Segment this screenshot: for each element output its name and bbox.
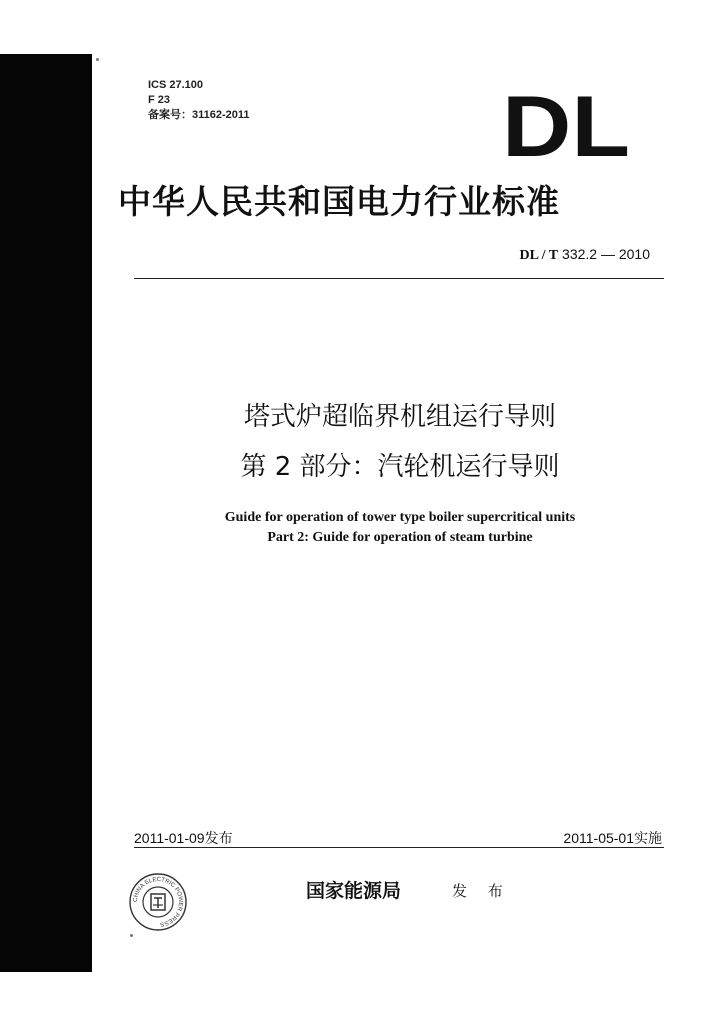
issue-label: 发 布	[452, 882, 511, 900]
industry-standard-title: 中华人民共和国电力行业标准	[118, 182, 560, 221]
english-title-line-1: Guide for operation of tower type boiler supercritical units	[224, 510, 576, 525]
classification-block	[148, 78, 250, 123]
dl-logo-text: DL	[502, 88, 630, 160]
seal-text: CHINA ELECTRIC POWER PRESS	[132, 876, 184, 927]
publish-date: 2011-01-09发布	[134, 830, 233, 846]
issuing-authority: 国家能源局	[306, 880, 402, 902]
dl-logo	[502, 88, 632, 160]
standard-code	[470, 246, 650, 264]
ics-code: ICS 27.100	[148, 79, 204, 91]
scan-speck	[96, 58, 99, 61]
footer-divider	[134, 847, 664, 848]
standard-code-prefix: DL / T	[519, 248, 559, 263]
scan-black-edge	[0, 54, 92, 972]
scan-speck	[130, 934, 133, 937]
standard-code-number: 332.2 — 2010	[562, 246, 650, 262]
chinese-title-line-2: 第 2 部分：汽轮机运行导则	[240, 452, 560, 482]
header-divider	[134, 278, 664, 279]
publisher-seal-icon	[128, 872, 188, 932]
class-code: F 23	[148, 94, 171, 106]
english-title-line-2: Part 2: Guide for operation of steam turbine	[267, 530, 533, 545]
effective-date: 2011-05-01实施	[563, 830, 662, 846]
filing-number: 备案号：31162-2011	[148, 109, 250, 121]
chinese-title-line-1: 塔式炉超临界机组运行导则	[243, 402, 556, 432]
